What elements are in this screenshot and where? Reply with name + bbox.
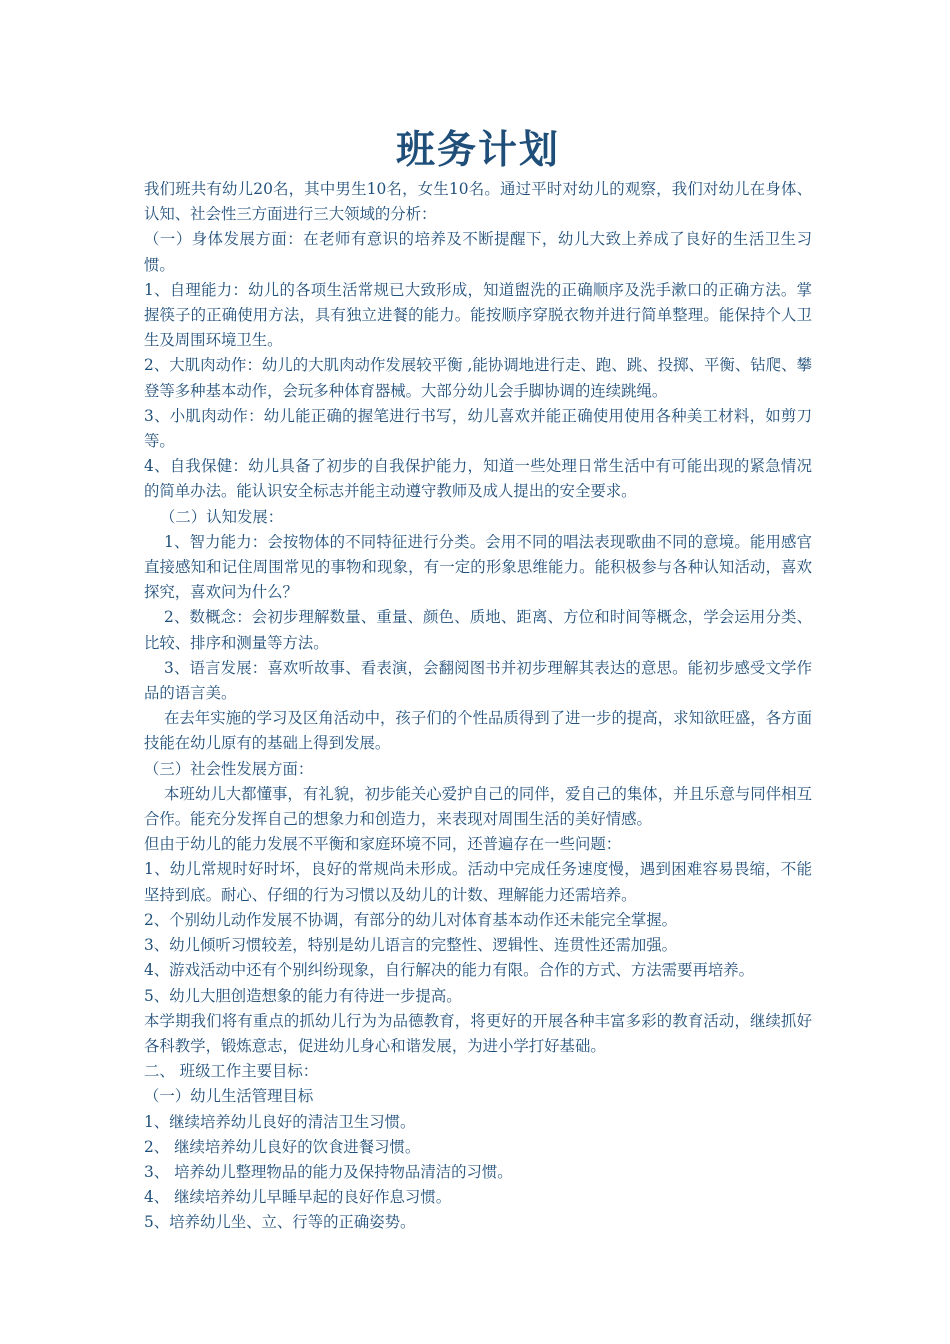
list-item-goal-1: 1、继续培养幼儿良好的清洁卫生习惯。: [144, 1112, 416, 1131]
list-item-goal-5: 5、培养幼儿坐、立、行等的正确姿势。: [144, 1213, 416, 1232]
page-title: 班务计划: [395, 128, 560, 173]
section-heading-social: （三）社会性发展方面：: [144, 759, 314, 778]
paragraph-self-protection: 4、自我保健：幼儿具备了初步的自我保护能力，知道一些处理日常生活中有可能出现的紧急情况的简单办法。能认识安全标志并能主动遵守教师及成人提出的安全要求。: [144, 457, 812, 501]
paragraph-fine-motor: 3、小肌肉动作：幼儿能正确的握笔进行书写，幼儿喜欢并能正确使用使用各种美工材料，如剪刀等。: [144, 406, 812, 451]
list-item-problem-4: 4、游戏活动中还有个别纠纷现象，自行解决的能力有限。合作的方式、方法需要再培养。: [144, 961, 755, 980]
list-item-problem-1: 1、幼儿常规时好时坏，良好的常规尚未形成。活动中完成任务速度慢，遇到困难容易畏缩，不能坚持到底。耐心、仔细的行为习惯以及幼儿的计数、理解能力还需培养。: [144, 860, 812, 904]
subsection-heading-life-management: （一）幼儿生活管理目标: [144, 1087, 314, 1106]
paragraph-problems-intro: 但由于幼儿的能力发展不平衡和家庭环境不同，还普遍存在一些问题：: [144, 835, 622, 854]
section-heading-goals: 二、 班级工作主要目标：: [144, 1062, 319, 1081]
paragraph-self-care: 1、自理能力：幼儿的各项生活常规已大致形成，知道盥洗的正确顺序及洗手漱口的正确方法。掌握筷子的正确使用方法，具有独立进餐的能力。能按顺序穿脱衣物并进行简单整理。能保持个人卫生及周围环境卫生。: [144, 280, 812, 350]
paragraph-intelligence: 1、智力能力：会按物体的不同特征进行分类。会用不同的唱法表现歌曲不同的意境。能用感官直接感知和记住周围常见的事物和现象，有一定的形象思维能力。能积极参与各种认知活动，喜欢探究，喜欢问为什么？: [144, 532, 812, 602]
paragraph-social-summary: 本班幼儿大都懂事，有礼貌，初步能关心爱护自己的同伴，爱自己的集体，并且乐意与同伴相互合作。能充分发挥自己的想象力和创造力，来表现对周围生活的美好情感。: [144, 784, 812, 829]
list-item-goal-2: 2、 继续培养幼儿良好的饮食进餐习惯。: [144, 1137, 421, 1156]
document-body: [144, 177, 812, 1236]
paragraph-gross-motor: 2、大肌肉动作：幼儿的大肌肉动作发展较平衡 ,能协调地进行走、跑、跳、投掷、平衡、钻爬、攀登等多种基本动作，会玩多种体育器械。大部分幼儿会手脚协调的连续跳绳。: [144, 356, 812, 400]
section-heading-physical: （一）身体发展方面：在老师有意识的培养及不断提醒下，幼儿大致上养成了良好的生活卫生习惯。: [144, 230, 812, 274]
paragraph-semester-focus: 本学期我们将有重点的抓幼儿行为为品德教育，将更好的开展各种丰富多彩的教育活动，继续抓好各科教学，锻炼意志，促进幼儿身心和谐发展，为进小学打好基础。: [144, 1011, 812, 1055]
paragraph-number-concept: 2、数概念：会初步理解数量、重量、颜色、质地、距离、方位和时间等概念，学会运用分类、比较、排序和测量等方法。: [144, 608, 812, 652]
list-item-goal-3: 3、 培养幼儿整理物品的能力及保持物品清洁的习惯。: [144, 1162, 513, 1181]
paragraph-intro: 我们班共有幼儿20名，其中男生10名，女生10名。通过平时对幼儿的观察，我们对幼儿在身体、认知、社会性三方面进行三大领域的分析：: [144, 180, 812, 224]
paragraph-last-year: 在去年实施的学习及区角活动中，孩子们的个性品质得到了进一步的提高，求知欲旺盛，各方面技能在幼儿原有的基础上得到发展。: [144, 709, 812, 753]
section-heading-cognitive: （二）认知发展：: [160, 507, 284, 526]
list-item-goal-4: 4、 继续培养幼儿早睡早起的良好作息习惯。: [144, 1188, 452, 1207]
list-item-problem-2: 2、个别幼儿动作发展不协调，有部分的幼儿对体育基本动作还未能完全掌握。: [144, 910, 678, 929]
paragraph-language: 3、语言发展：喜欢听故事、看表演，会翻阅图书并初步理解其表达的意思。能初步感受文学作品的语言美。: [144, 658, 812, 703]
list-item-problem-5: 5、幼儿大胆创造想象的能力有待进一步提高。: [144, 986, 462, 1005]
list-item-problem-3: 3、幼儿倾听习惯较差，特别是幼儿语言的完整性、逻辑性、连贯性还需加强。: [144, 936, 678, 955]
